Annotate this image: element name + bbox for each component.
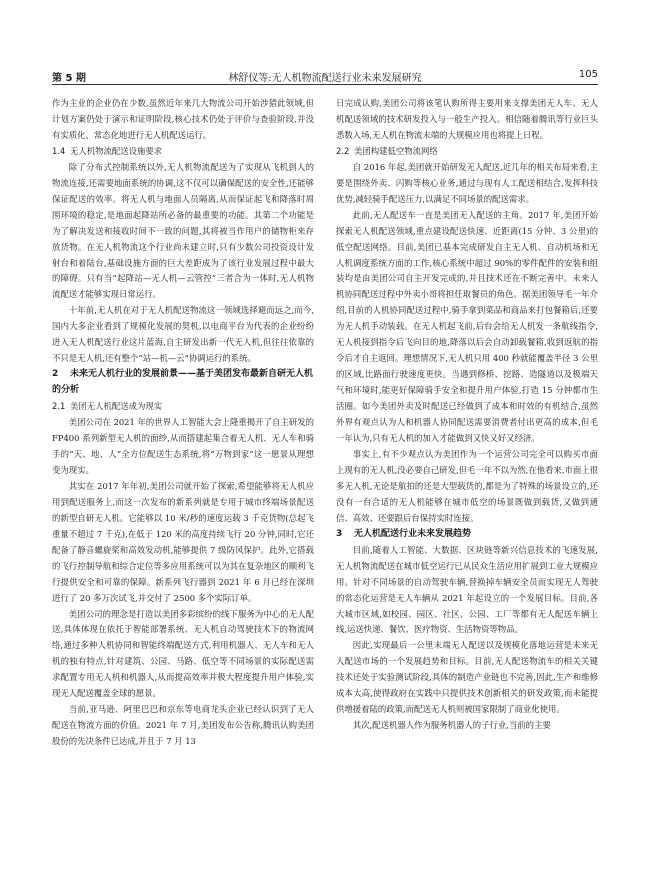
right-column — [336, 96, 598, 856]
paragraph: 当前,亚马逊、阿里巴巴和京东等电商龙头企业已经认识到了无人配送在物流方面的价值。2021 年 7 月,美团发布公告称,腾讯认购美团股份的先决条件已达成,并且于 7 月 13 — [52, 704, 314, 747]
paragraph: 自 2016 年起,美团就开始研发无人配送,近几年的相关布局来看,主要是围绕外卖、闪购等核心业务,通过与现有人工配送相结合,发挥科技优势,减轻骑手配送压力,以满足不同场景的配送需求。 — [336, 161, 598, 204]
paragraph: 其实在 2017 年年初,美团公司就开始了探索,希望能够将无人机应用到配送服务上,而这一次发布的新系列就是专用于城市终端场景配送的新型自研无人机。它能够以 10 米/秒的速度运载 3 千克货物(总起飞重量不超过 7 千克),在低于 120 米的高度持续飞行 20 分钟,同时,它还配备了静音螺旋桨和高效发动机,能够提供 7 级防风保护。此外,它搭载的飞行控制导航和综合定位等多应用系统可以为其在复杂地区的顺利飞行提供安全和可靠的保障。新系列飞行器到 2021 年 6 月已经在深圳进行了 20 多万次试飞,并交付了 2500 多个实际订单。 — [52, 480, 314, 603]
issue-number: 第 5 期 — [52, 73, 86, 84]
paragraph: 目前,随着人工智能、大数据、区块链等新兴信息技术的飞速发展,无人机物流配送在城市低空运行已从民众生活应用扩展到工业大规模应用。针对不同场景的自动驾驶车辆,替换掉车辆安全员而实现无人驾驶的常态化运营是无人车辆从 2021 年起设立的一个发展目标。目前,各大城市区域,如校园、园区、社区、公园、工厂等都有无人配送车辆上线,运送快递、餐饮、医疗物资、生活物资等物品。 — [336, 544, 598, 635]
section-heading-2-2 — [336, 144, 598, 160]
paragraph: 作为主业的企业仍在少数,虽然近年来几大物流公司开始涉猎此领域,但计划方案仍处于演示和证明阶段,核心技术仍处于评价与查验阶段,并没有实质化、常态化地进行无人机配送运行。 — [52, 98, 314, 140]
paragraph: 此前,无人配送车一直是美团无人配送的主角。2017 年,美团开始探索无人机配送领域,重点建设配送快速、近距离(15 分钟、3 公里)的低空配送网络。目前,美团已基本完成研发自主无人机、自动机场和无人机调度系统方面的工作,核心系统中超过 90%的零件配件的安装和组装均是由美团公司自主开发完成的,并且技术还在不断完善中。未来人机协同配送过程中外卖小哥将担任取餐员的角色。据美团领导毛一年介绍,目前的人机协同配送过程中,骑手拿到菜品和商品来打包餐箱后,还要为无人机手动装载。在无人机起飞前,后台会给无人机发一条航线指令,无人机接到指令后飞向目的地,降落以后会自动卸载餐箱,收到返航的指令后才自主返回。理想情况下,无人机只用 400 秒就能覆盖半径 3 公里的区域,比路面行驶速度更快。当遇到修桥、挖路、造隧道以及极端天气和环境时,能更好保障骑手安全和提升用户体验,打造 15 分钟都市生活圈。如今美团外卖及时配送已经做到了成本和时效的有机结合,虽然外界有观点认为人和机器人协同配送需要消费者付出更高的成本,但毛一年认为,只有无人机的加入才能做到又快又好又经济。 — [336, 209, 598, 444]
section-heading-3 — [336, 527, 598, 543]
running-header — [52, 66, 598, 85]
left-column — [52, 96, 314, 856]
paragraph: 其次,配送机器人作为服务机器人的子行业,当前的主要 — [352, 720, 551, 731]
section-title: 无人机配送行业未来发展趋势 — [354, 528, 472, 539]
paragraph: 除了分布式控制系统以外,无人机物流配送为了实现从飞机到人的物流连接,还需要地面系统的协调,这不仅可以确保配送的安全性,还能够保证配送的效率。将无人机与地面人员隔离,从而保证起飞和降落时周围环境的稳定,是地面起降站所必备的最重要的功能。其第二个功能是为了解决发送和接收时间不一致的问题,其将被当作用户的储物柜来存放货物。在无人机物流这个行业尚未建立时,只有少数公司投资设计发射台和着陆台,基础设施方面的巨大差距成为了该行业发展过程中最大的障碍。只有当“起降站—无人机—云管控”三者合为一体时,无人机物流配送才能够实现日常运行。 — [52, 161, 314, 300]
paragraph: 美团公司在 2021 年的世界人工智能大会上隆重揭开了自主研发的 FP400 系列新型无人机的面纱,从而搭建起集合着无人机、无人车和骑手的“天、地、人”全方位配送生态系统,将“万物到家”这一愿景从理想变为现实。 — [52, 417, 314, 475]
section-number: 3 — [336, 528, 343, 539]
paragraph: 事实上,有不少观点认为美团作为一个运营公司完全可以购买市面上现有的无人机,没必要自己研发,但毛一年不以为然,在他看来,市面上很多无人机,无论是航拍的还是大型载货的,都是为了特殊的场景设立的,还没有一台合适的无人机能够在城市低空的场景既做到载货,又做到通信、高效、还要跟后台保持实时连接。 — [336, 448, 598, 523]
section-heading-2-1 — [52, 399, 314, 415]
section-title: 美团无人机配送成为现实 — [70, 401, 163, 412]
page-number: 105 — [578, 69, 598, 80]
paragraph: 因此,实现最后一公里末端无人配送以及规模化落地运营是未来无人配送市场的一个发展趋势和目标。目前,无人配送物流车的相关关键技术还处于实验测试阶段,具体的制造产业链也不完善,因此,生产和维修成本太高,使得政府在实践中只提供技术创新相关的研发政策,而未能提供增援着陆的政策,而配送无人机则被国家限制了商业化使用。 — [336, 640, 598, 715]
section-title: 无人机物流配送设施要求 — [70, 145, 163, 156]
paragraph: 十年前,无人机在对于无人机配送物流这一领域选择避而远之,而今,国内大多企业看到了规模化发展的契机,以电商平台为代表的企业纷纷进入无人机配送行业这片蓝海,自主研发出新一代无人机,但往往依靠的不只是无人机,还有整个“站—机—云”协调运行的系统。 — [52, 305, 314, 364]
paragraph: 美团公司的理念是打造以美团多彩缤纷的线下服务为中心的无人配送,具体体现在依托于智能部署系统、无人机自动驾驶技术下的物流网络,通过多种人机协同和智能终端配送方式,利用机器人、无人车和无人机的独有特点,针对建筑、公园、马路、低空等不同场景的实际配送需求配置专用无人机和机器人,从而提高效率并极大程度提升用户体验,实现无人配送覆盖全球的愿景。 — [52, 608, 314, 699]
section-number: 2.2 — [336, 145, 350, 156]
section-title: 美团构建低空物流网络 — [354, 145, 438, 156]
paragraph: 日完成认购,美团公司将该笔认购所得主要用来支撑美团无人车、无人机配送领域的技术研发投入与一般生产投入。相信随着腾讯等行业巨头悉数入场,无人机在物流末端的大规模应用也将提上日程。 — [336, 98, 598, 140]
section-number: 1.4 — [52, 145, 66, 156]
section-heading-1-4 — [52, 144, 314, 160]
running-title: 林舒仪等:无人机物流配送行业未来发展研究 — [228, 73, 422, 84]
section-title: 未来无人机行业的发展前景——基于美团发布最新自研无人机的分析 — [52, 369, 314, 396]
section-heading-2 — [52, 367, 314, 399]
section-number: 2.1 — [52, 401, 66, 412]
section-number: 2 — [52, 369, 59, 380]
